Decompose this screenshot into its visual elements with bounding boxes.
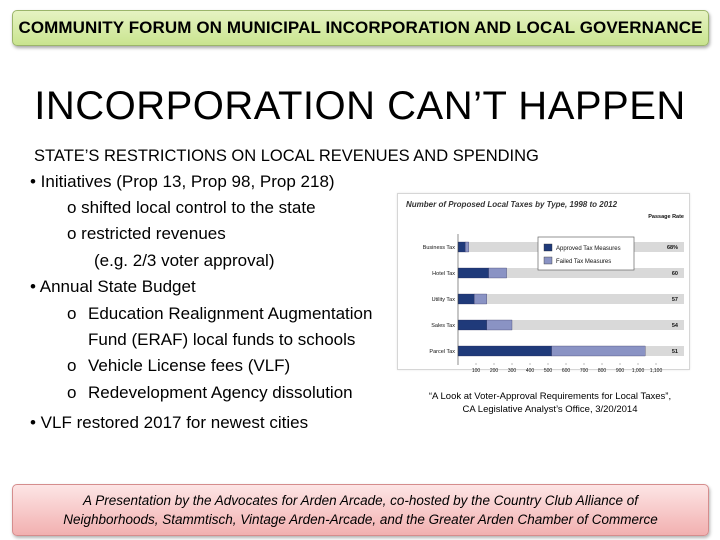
chart-citation <box>400 390 700 416</box>
sub-bullet-vlf: Vehicle License fees (VLF) <box>88 356 291 375</box>
x-tick-label: 400 <box>525 368 535 374</box>
bar-business-tax-failed <box>465 242 469 252</box>
bar-hotel-tax-approved <box>458 268 489 278</box>
category-label-business-tax: Business Tax <box>422 245 455 251</box>
passage-rate-hotel-tax: 60 <box>671 271 678 277</box>
legend-swatch-approved <box>544 244 552 251</box>
passage-rate-header: Passage Rate <box>648 214 684 220</box>
footer-line-2: Neighborhoods, Stammtisch, Vintage Arden-Arcade, and the Greater Arden Chamber of Commerce <box>63 512 658 527</box>
legend-box <box>538 237 634 270</box>
bar-parcel-tax-failed <box>552 346 646 356</box>
passage-rate-sales-tax: 54 <box>671 323 678 329</box>
chart-legend <box>538 237 634 270</box>
category-label-sales-tax: Sales Tax <box>431 323 455 329</box>
x-tick-label: 1,100 <box>649 368 663 374</box>
slide-title: INCORPORATION CAN’T HAPPEN <box>34 84 686 128</box>
x-tick-label: 800 <box>597 368 607 374</box>
sub-bullet-marker-eraf: o <box>67 304 77 323</box>
x-tick-label: 100 <box>471 368 481 374</box>
legend-label-approved: Approved Tax Measures <box>556 246 621 252</box>
x-tick-label: 600 <box>561 368 571 374</box>
voter-approval-note: (e.g. 2/3 voter approval) <box>94 251 275 270</box>
forum-banner <box>12 10 709 46</box>
chart-title: Number of Proposed Local Taxes by Type, 1998 to 2012 <box>406 200 618 209</box>
sub-bullet-eraf-line2: Fund (ERAF) local funds to schools <box>88 330 356 349</box>
sub-bullet-restricted: o restricted revenues <box>67 224 226 243</box>
sub-bullet-rda: Redevelopment Agency dissolution <box>88 383 353 402</box>
bullet-state-budget: • Annual State Budget <box>30 277 196 296</box>
bar-track-utility-tax <box>458 294 684 304</box>
bullet-initiatives: • Initiatives (Prop 13, Prop 98, Prop 218) <box>30 172 335 191</box>
sub-bullet-marker-rda: o <box>67 383 77 402</box>
footer-banner <box>12 484 709 536</box>
sub-bullet-shifted: o shifted local control to the state <box>67 198 316 217</box>
legend-swatch-failed <box>544 257 552 264</box>
x-tick-label: 900 <box>615 368 625 374</box>
footer-line-1: A Presentation by the Advocates for Arden Arcade, co-hosted by the Country Club Alliance of <box>82 493 639 508</box>
subtitle: STATE’S RESTRICTIONS ON LOCAL REVENUES AND SPENDING <box>34 147 539 165</box>
citation-title: “A Look at Voter-Approval Requirements for Local Taxes”, <box>428 391 672 402</box>
category-label-utility-tax: Utility Tax <box>431 297 455 303</box>
bar-parcel-tax-approved <box>458 346 552 356</box>
passage-rate-parcel-tax: 51 <box>671 349 678 355</box>
bar-sales-tax-failed <box>487 320 512 330</box>
banner-text: COMMUNITY FORUM ON MUNICIPAL INCORPORATION AND LOCAL GOVERNANCE <box>18 18 703 37</box>
bullet-vlf-restored: • VLF restored 2017 for newest cities <box>30 413 309 432</box>
sub-bullet-marker-vlf: o <box>67 356 77 375</box>
bar-hotel-tax-failed <box>489 268 507 278</box>
passage-rate-utility-tax: 57 <box>671 297 678 303</box>
x-tick-label: 200 <box>489 368 499 374</box>
x-tick-label: 300 <box>507 368 517 374</box>
citation-source: CA Legislative Analyst’s Office, 3/20/2014 <box>462 404 638 415</box>
x-tick-label: 700 <box>579 368 589 374</box>
x-tick-label: 1,000 <box>631 368 645 374</box>
category-label-hotel-tax: Hotel Tax <box>432 271 455 277</box>
legend-label-failed: Failed Tax Measures <box>556 259 612 265</box>
bar-business-tax-approved <box>458 242 465 252</box>
x-tick-label: 500 <box>543 368 553 374</box>
bar-utility-tax-failed <box>474 294 487 304</box>
bar-sales-tax-approved <box>458 320 487 330</box>
proposed-local-taxes-chart <box>398 194 689 374</box>
sub-bullet-eraf-line1: Education Realignment Augmentation <box>88 304 373 323</box>
bar-utility-tax-approved <box>458 294 474 304</box>
category-label-parcel-tax: Parcel Tax <box>429 349 455 355</box>
chart-panel <box>397 193 690 374</box>
passage-rate-business-tax: 68% <box>666 245 678 251</box>
